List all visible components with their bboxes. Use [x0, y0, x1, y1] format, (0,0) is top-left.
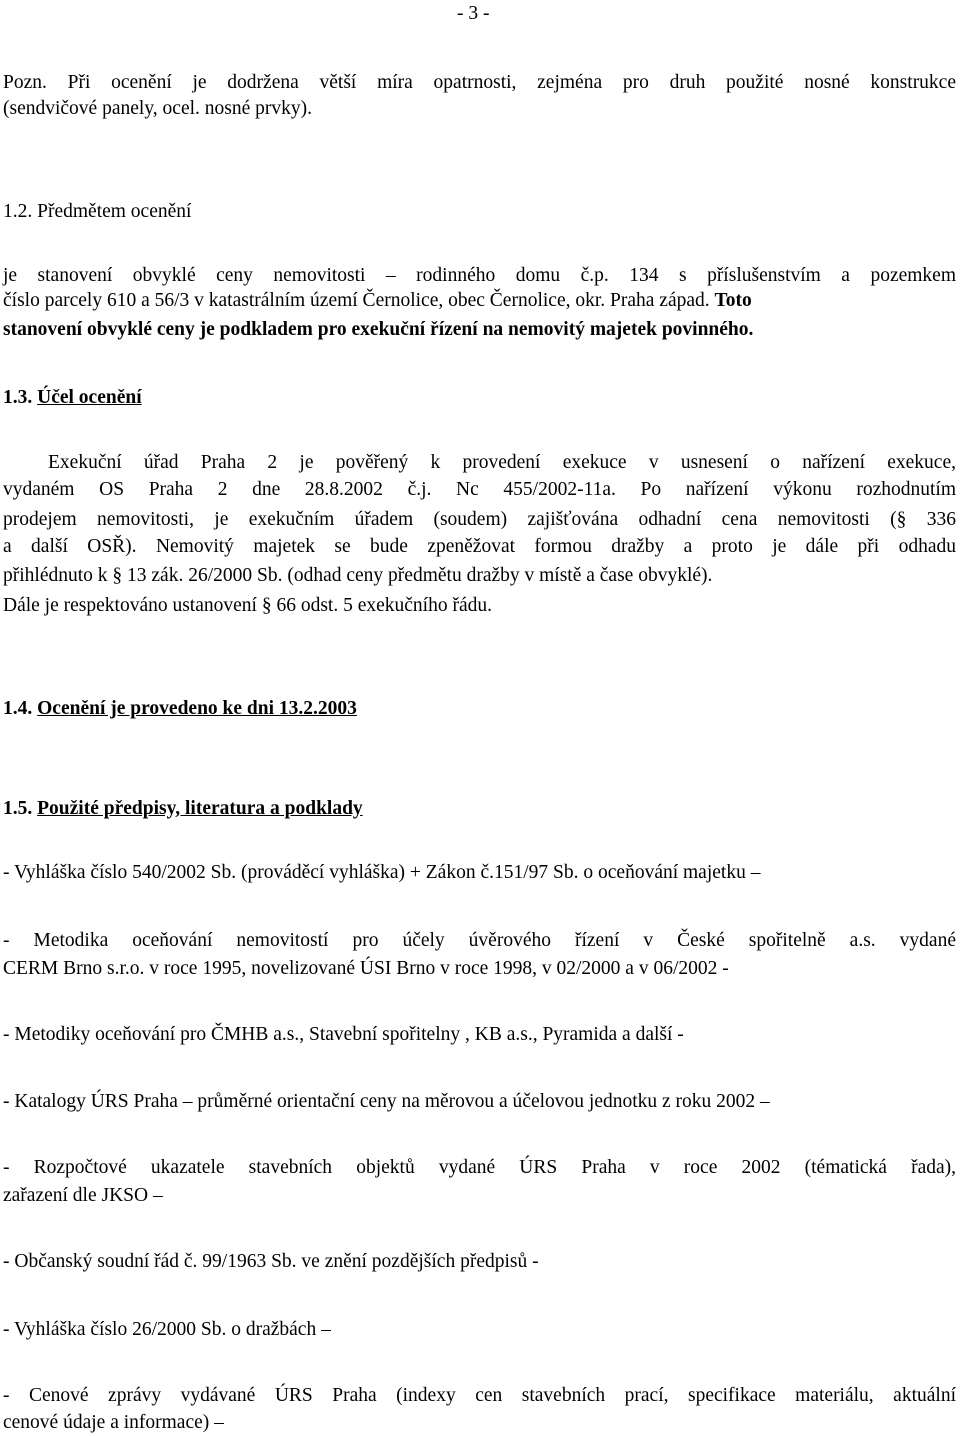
paragraph-text: číslo parcely 610 a 56/3 v katastrálním území Černolice, obec Černolice, okr. Praha západ.	[3, 290, 710, 311]
note-line: (sendvičové panely, ocel. nosné prvky).	[3, 98, 313, 119]
paragraph-bold-line: stanovení obvyklé ceny je podkladem pro exekuční řízení na nemovitý majetek povinného.	[3, 319, 754, 340]
section-heading	[3, 386, 956, 410]
list-item: - Katalogy ÚRS Praha – průměrné orientační ceny na měrovou a účelovou jednotku z roku 2002 –	[3, 1091, 770, 1112]
note-line: Pozn. Při ocenění je dodržena větší míra opatrnosti, zejména pro druh použité nosné konstrukce	[3, 72, 956, 93]
paragraph-line: je stanovení obvyklé ceny nemovitosti – rodinného domu č.p. 134 s příslušenstvím a pozemkem	[3, 265, 956, 286]
list-item: CERM Brno s.r.o. v roce 1995, novelizované ÚSI Brno v roce 1998, v 02/2000 a v 06/2002 -	[3, 958, 729, 979]
list-item: - Vyhláška číslo 540/2002 Sb. (prováděcí vyhláška) + Zákon č.151/97 Sb. o oceňování majetku –	[3, 862, 761, 883]
section-title: Předmětem ocenění	[37, 201, 192, 222]
page-number: - 3 -	[457, 3, 490, 24]
list-item: zařazení dle JKSO –	[3, 1185, 163, 1206]
list-item: - Rozpočtové ukazatele stavebních objektů vydané ÚRS Praha v roce 2002 (tématická řada),	[3, 1157, 956, 1178]
section-title: Účel ocenění	[37, 387, 142, 408]
section-number: 1.3.	[3, 387, 33, 408]
list-item: cenové údaje a informace) –	[3, 1412, 224, 1433]
list-item: - Vyhláška číslo 26/2000 Sb. o dražbách –	[3, 1319, 331, 1340]
paragraph-line: Exekuční úřad Praha 2 je pověřený k provedení exekuce v usnesení o nařízení exekuce,	[48, 452, 956, 473]
list-item: - Občanský soudní řád č. 99/1963 Sb. ve znění pozdějších předpisů -	[3, 1251, 539, 1272]
list-item: - Metodika oceňování nemovitostí pro účely úvěrového řízení v České spořitelně a.s. vydané	[3, 930, 956, 951]
section-number: 1.5.	[3, 798, 33, 819]
paragraph-line: prodejem nemovitosti, je exekučním úřadem (soudem) zajišťována odhadní cena nemovitosti (§ 336	[3, 509, 956, 530]
section-title: Ocenění je provedeno ke dni 13.2.2003	[37, 698, 357, 719]
paragraph-line: Dále je respektováno ustanovení § 66 odst. 5 exekučního řádu.	[3, 595, 492, 616]
list-item: - Metodiky oceňování pro ČMHB a.s., Stavební spořitelny , KB a.s., Pyramida a další -	[3, 1024, 684, 1045]
section-heading	[3, 797, 956, 821]
paragraph-bold-text: Toto	[714, 290, 752, 311]
paragraph-line	[3, 289, 956, 313]
section-title: Použité předpisy, literatura a podklady	[37, 798, 363, 819]
paragraph-line: přihlédnuto k § 13 zák. 26/2000 Sb. (odhad ceny předmětu dražby v místě a čase obvyklé).	[3, 565, 713, 586]
section-heading	[3, 200, 956, 224]
section-number: 1.2.	[3, 201, 33, 222]
paragraph-line: a další OSŘ). Nemovitý majetek se bude zpeněžovat formou dražby a proto je dále při odhadu	[3, 536, 956, 557]
section-number: 1.4.	[3, 698, 33, 719]
list-item: - Cenové zprávy vydávané ÚRS Praha (indexy cen stavebních prací, specifikace materiálu, aktuální	[3, 1385, 956, 1406]
paragraph-line: vydaném OS Praha 2 dne 28.8.2002 č.j. Nc 455/2002-11a. Po nařízení výkonu rozhodnutím	[3, 479, 956, 500]
section-heading	[3, 697, 956, 721]
